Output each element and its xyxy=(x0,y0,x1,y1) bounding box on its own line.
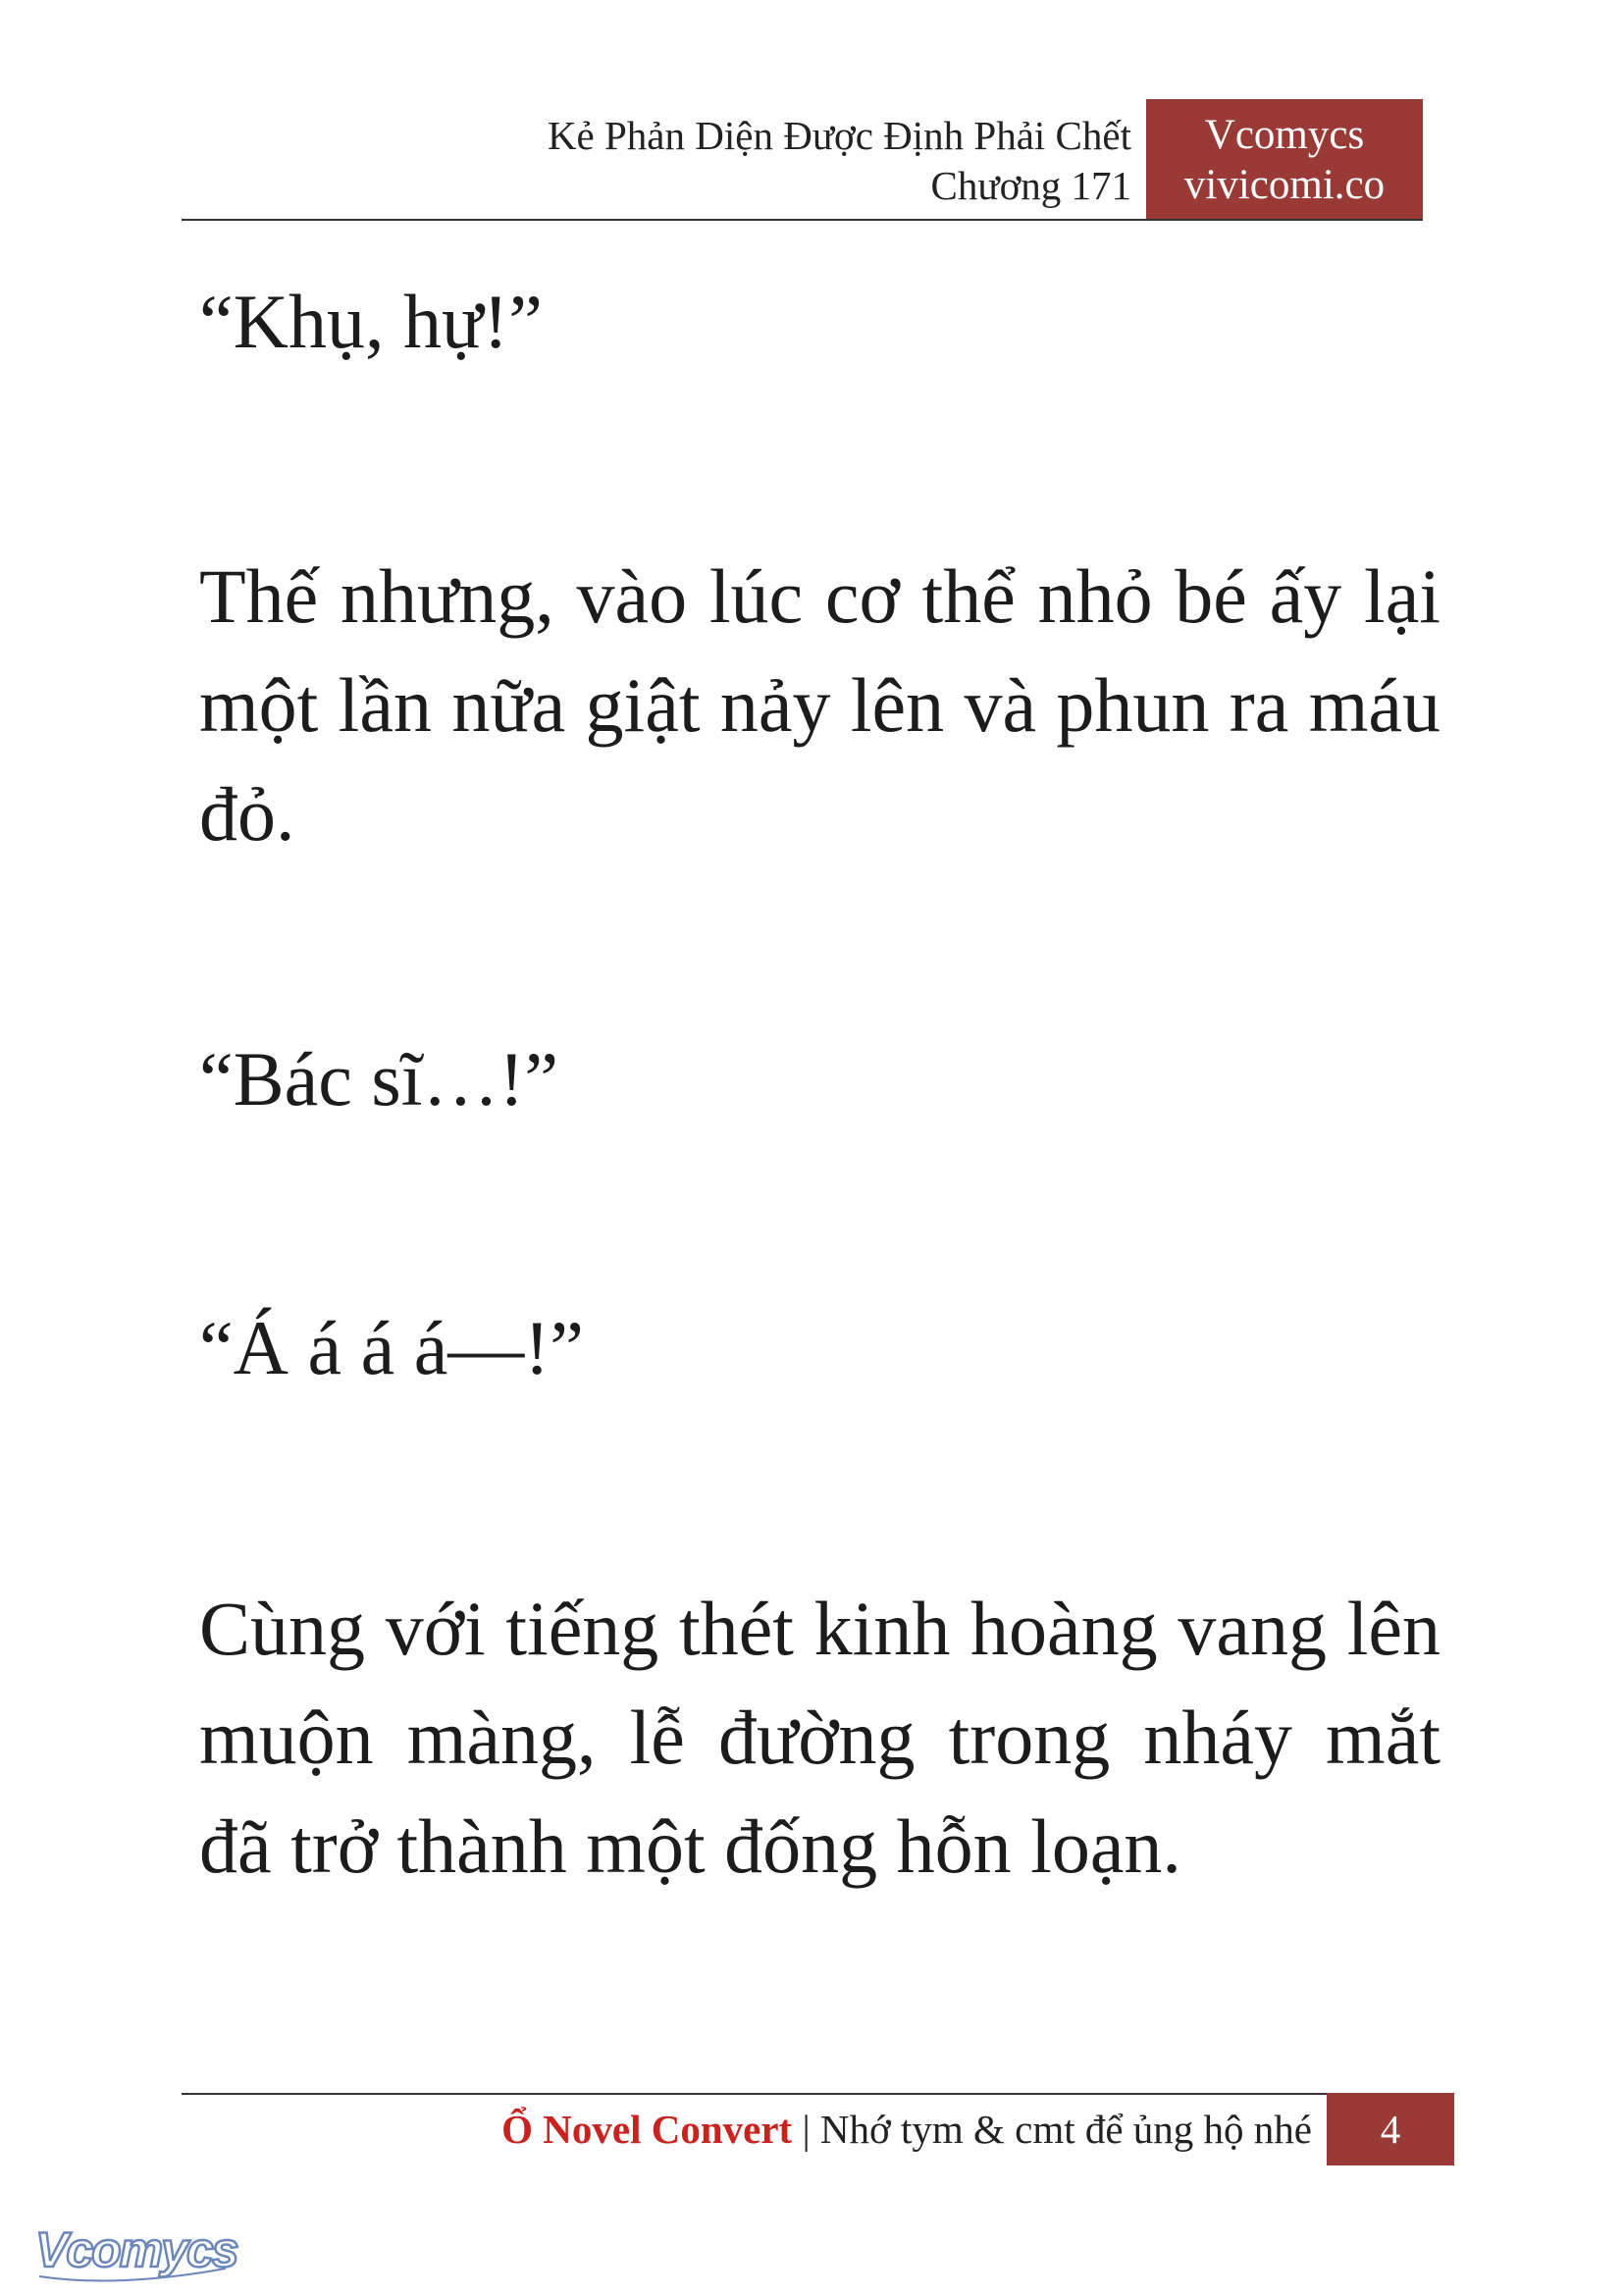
page-number: 4 xyxy=(1327,2093,1454,2165)
paragraph-5: Cùng với tiếng thét kinh hoàng vang lên muộn màng, lễ đường trong nháy mắt đã trở thành một đống hỗn loạn. xyxy=(199,1586,1441,1889)
paragraph-3: “Bác sĩ…!” xyxy=(199,1036,559,1121)
site-badge xyxy=(1146,99,1423,221)
footer-divider xyxy=(182,2093,1327,2095)
paragraph-4: “Á á á á—!” xyxy=(199,1305,584,1390)
footer-brand: Ổ Novel Convert xyxy=(501,2107,793,2152)
paragraph-2: Thế nhưng, vào lúc cơ thể nhỏ bé ấy lại một lần nữa giật nảy lên và phun ra máu đỏ. xyxy=(199,553,1441,857)
header-divider xyxy=(182,219,1423,221)
paragraph-1: “Khụ, hự!” xyxy=(199,279,543,364)
badge-site-url: vivicomi.co xyxy=(1183,162,1386,208)
badge-site-name: Vcomycs xyxy=(1204,112,1365,158)
book-title: Kẻ Phản Diện Được Định Phải Chết xyxy=(547,113,1131,158)
logo-text: Vcomycs xyxy=(35,2222,237,2277)
header-titles xyxy=(548,111,1131,211)
footer-separator: | xyxy=(802,2107,811,2152)
chapter-label: Chương 171 xyxy=(930,163,1131,208)
footer-credit xyxy=(501,2100,1312,2159)
vcomycs-logo xyxy=(29,2219,255,2288)
page-header xyxy=(182,99,1423,221)
footer-message: Nhớ tym & cmt để ủng hộ nhé xyxy=(819,2107,1312,2152)
